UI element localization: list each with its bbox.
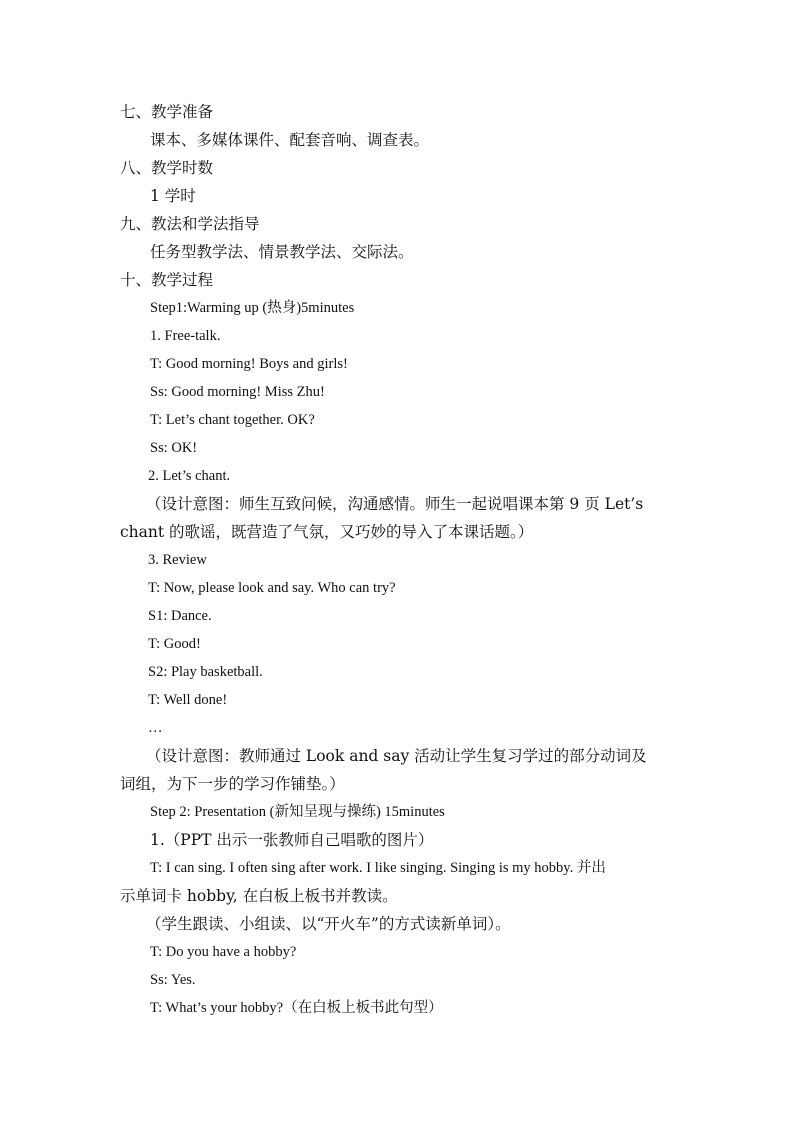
dialogue-line: Ss: Good morning! Miss Zhu! xyxy=(150,384,325,400)
section-8-content: 1 学时 xyxy=(150,187,196,205)
dialogue-line: T: Good morning! Boys and girls! xyxy=(150,356,348,372)
section-10-heading: 十、教学过程 xyxy=(120,271,214,289)
dialogue-line: S2: Play basketball. xyxy=(148,664,263,680)
section-9-content: 任务型教学法、情景教学法、交际法。 xyxy=(150,243,414,261)
section-9-heading: 九、教法和学法指导 xyxy=(120,215,260,233)
step2-reading-note: （学生跟读、小组读、以“开火车”的方式读新单词）。 xyxy=(146,915,511,933)
dialogue-line: T: Now, please look and say. Who can try? xyxy=(148,580,396,596)
dialogue-line: T: Good! xyxy=(148,636,201,652)
step1-item-chant: 2. Let’s chant. xyxy=(148,468,231,484)
step2-item-1: 1.（PPT 出示一张教师自己唱歌的图片） xyxy=(150,831,434,849)
design-intent-1-line-1: （设计意图：师生互致问候，沟通感情。师生一起说唱课本第 9 页 Let’s xyxy=(146,495,644,513)
step1-item-review: 3. Review xyxy=(148,552,207,568)
section-7-heading: 七、教学准备 xyxy=(120,103,214,121)
step2-title: Step 2: Presentation (新知呈现与操练) 15minutes xyxy=(150,804,445,820)
step1-title: Step1:Warming up (热身)5minutes xyxy=(150,300,355,316)
design-intent-2-line-2: 词组，为下一步的学习作铺垫。） xyxy=(120,775,345,793)
dialogue-line: Ss: Yes. xyxy=(150,972,196,988)
dialogue-line: T: Do you have a hobby? xyxy=(150,944,297,960)
dialogue-line: T: What’s your hobby?（在白板上板书此句型） xyxy=(150,1000,443,1016)
step2-paragraph-line-2: 示单词卡 hobby, 在白板上板书并教读。 xyxy=(120,887,398,905)
dialogue-line: Ss: OK! xyxy=(150,440,198,456)
section-8-heading: 八、教学时数 xyxy=(120,159,214,177)
dialogue-line: T: Let’s chant together. OK? xyxy=(150,412,315,428)
ellipsis: … xyxy=(148,720,163,736)
step2-paragraph-line-1: T: I can sing. I often sing after work. I like singing. Singing is my hobby. 并出 xyxy=(150,860,606,876)
step1-item-free-talk: 1. Free-talk. xyxy=(150,328,221,344)
design-intent-2-line-1: （设计意图：教师通过 Look and say 活动让学生复习学过的部分动词及 xyxy=(146,747,647,765)
dialogue-line: T: Well done! xyxy=(148,692,228,708)
design-intent-1-line-2: chant 的歌谣，既营造了气氛，又巧妙的导入了本课话题。） xyxy=(120,523,534,541)
dialogue-line: S1: Dance. xyxy=(148,608,212,624)
section-7-content: 课本、多媒体课件、配套音响、调查表。 xyxy=(150,131,430,149)
